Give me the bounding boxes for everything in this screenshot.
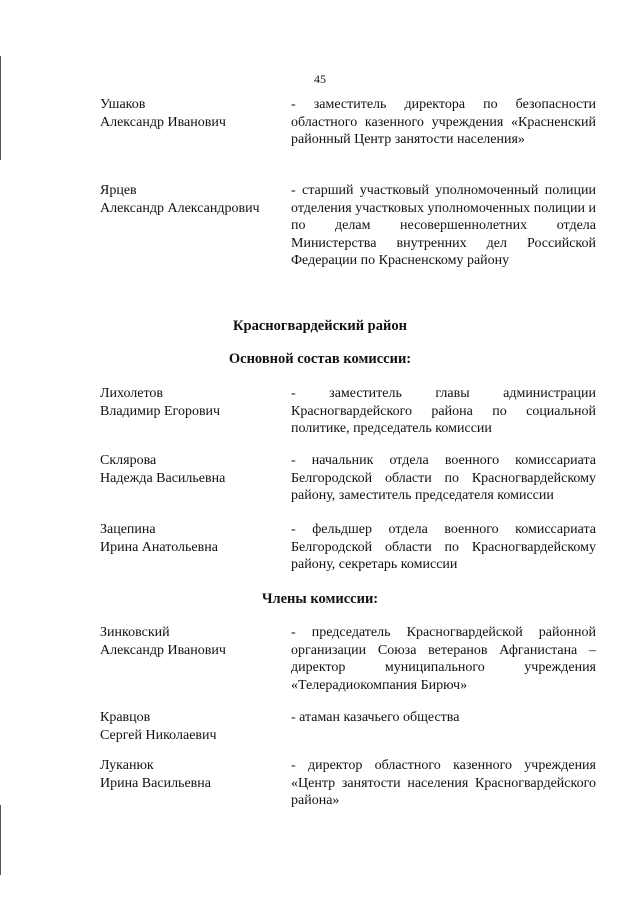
position-description: - фельдшер отдела военного комиссариата Белгородской области по Красногвардейскому району, секретарь комиссии	[291, 522, 596, 572]
given-names: Александр Иванович	[100, 642, 226, 658]
position-description: - директор областного казенного учреждения «Центр занятости населения Красногвардейского района»	[291, 758, 596, 808]
person-name	[100, 624, 280, 659]
person-name	[100, 452, 280, 487]
position-description: - старший участковый уполномоченный полиции отделения участковых уполномоченных полиции и по делам несовершеннолетних отдела Министерства внутренних дел Российской Федерации по Красненскому району	[291, 183, 596, 268]
person-name	[100, 709, 280, 744]
page-number: 45	[314, 72, 326, 86]
surname: Кравцов	[100, 710, 151, 725]
surname: Луканюк	[100, 758, 154, 773]
given-names: Александр Иванович	[100, 114, 226, 130]
position-description: - председатель Красногвардейской районной организации Союза ветеранов Афганистана – директор муниципального учреждения «Телерадиокомпания Бирюч»	[291, 625, 596, 693]
surname: Зацепина	[100, 522, 156, 537]
person-name	[100, 385, 280, 420]
surname: Ушаков	[100, 97, 146, 112]
surname: Ярцев	[100, 183, 137, 198]
person-name	[100, 182, 280, 217]
district-heading: Красногвардейский район	[233, 318, 407, 334]
position-description: - начальник отдела военного комиссариата Белгородской области по Красногвардейскому району, заместитель председателя комиссии	[291, 453, 596, 503]
position-description: - атаман казачьего общества	[291, 710, 460, 725]
surname: Зинковский	[100, 625, 170, 640]
members-heading: Члены комиссии:	[261, 591, 379, 607]
scan-edge-mark	[0, 805, 1, 875]
given-names: Владимир Егорович	[100, 403, 221, 419]
given-names: Ирина Васильевна	[100, 775, 211, 791]
given-names: Александр Александрович	[100, 200, 260, 216]
person-name	[100, 521, 280, 556]
given-names: Ирина Анатольевна	[100, 539, 218, 555]
surname: Лихолетов	[100, 386, 164, 401]
given-names: Надежда Васильевна	[100, 470, 226, 486]
person-name	[100, 96, 280, 131]
given-names: Сергей Николаевич	[100, 727, 217, 743]
main-composition-heading: Основной состав комиссии:	[228, 351, 412, 367]
person-name	[100, 757, 280, 792]
position-description: - заместитель главы администрации Красногвардейского района по социальной политике, председатель комиссии	[291, 386, 596, 436]
position-description: - заместитель директора по безопасности областного казенного учреждения «Красненский районный Центр занятости населения»	[291, 97, 596, 147]
surname: Склярова	[100, 453, 157, 468]
